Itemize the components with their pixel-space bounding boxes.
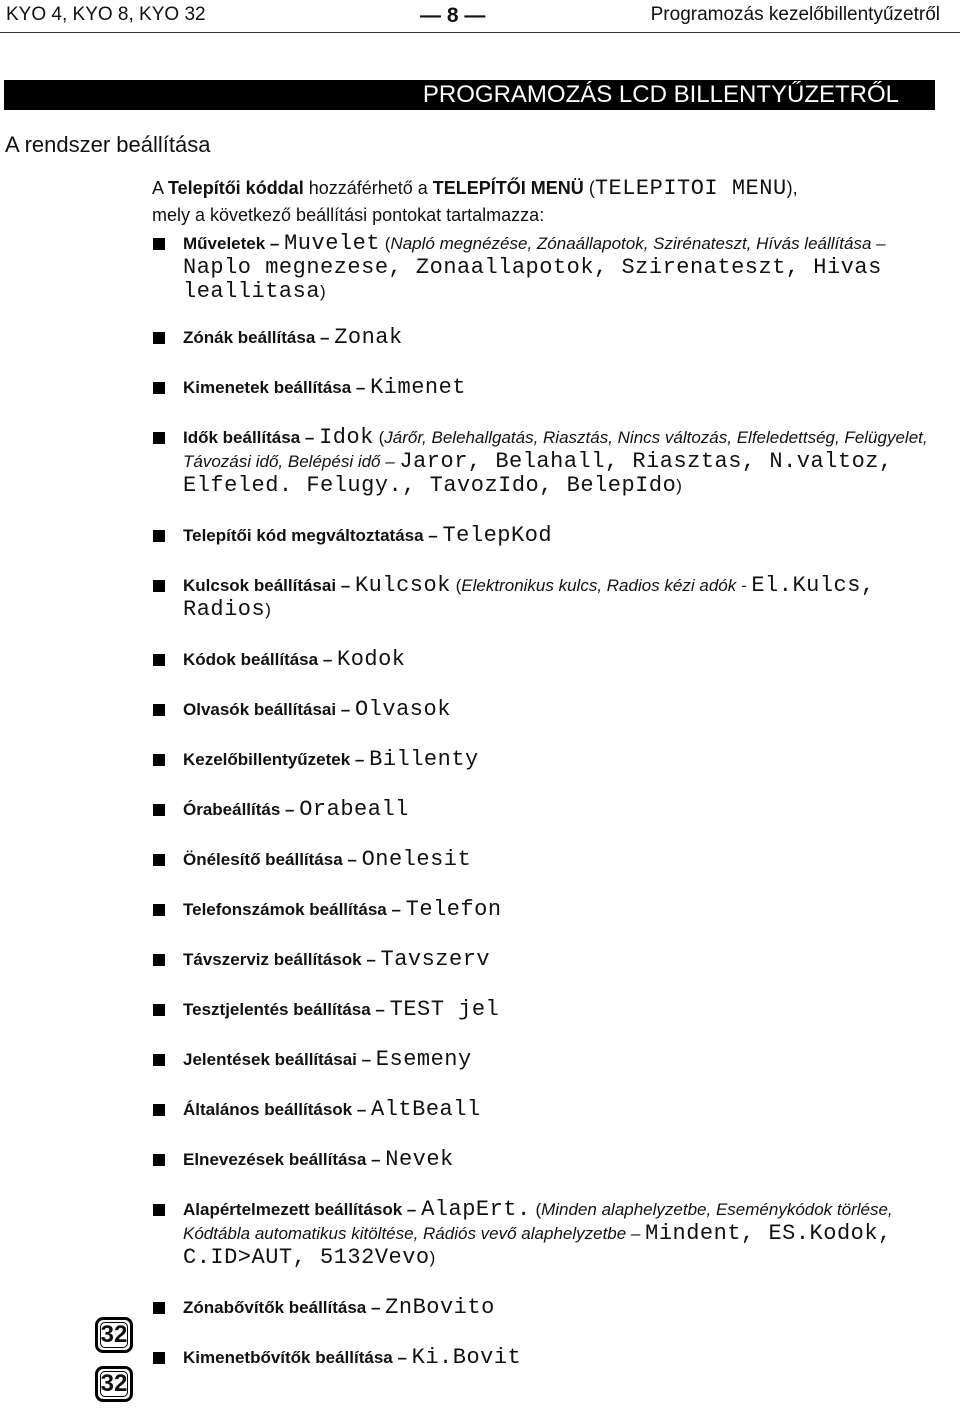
item-name: Kulcsok beállításai – [183, 576, 355, 595]
menu-item [153, 1346, 958, 1370]
intro-text: A [152, 178, 169, 198]
menu-item [153, 376, 958, 400]
menu-item [153, 1048, 958, 1072]
item-lcd-label: Muvelet [284, 231, 381, 256]
menu-item [153, 748, 958, 772]
intro-lcd-text: TELEPITOI MENU [594, 176, 787, 201]
item-lcd-options: Jaror, Belahall, Riasztas, N.valtoz, Elfeled. Felugy., TavozIdo, BelepIdo [183, 449, 893, 498]
item-lcd-label: TelepKod [442, 523, 553, 548]
intro-text: ( [583, 178, 595, 198]
item-name: Idők beállítása – [183, 428, 320, 447]
item-text: ) [265, 600, 271, 619]
menu-item [153, 574, 958, 622]
chapter-banner: PROGRAMOZÁS LCD BILLENTYŰZETRŐL [4, 80, 935, 110]
item-lcd-label: ZnBovito [385, 1295, 495, 1320]
item-name: Kezelőbillentyűzetek – [183, 750, 370, 769]
header-right: Programozás kezelőbillentyűzetről [650, 4, 940, 25]
item-name: Távszerviz beállítások – [183, 950, 381, 969]
item-lcd-label: Onelesit [361, 847, 472, 872]
menu-item [153, 1148, 958, 1172]
item-name: Önélesítő beállítása – [183, 850, 362, 869]
item-description: Elektronikus kulcs, Radios kézi adók - [461, 576, 752, 595]
item-lcd-options: El.Kulcs, Radios [183, 573, 875, 622]
item-lcd-label: Kulcsok [354, 573, 451, 598]
item-name: Elnevezések beállítása – [183, 1150, 386, 1169]
item-text: ( [450, 576, 462, 595]
item-name: Kimenetek beállítása – [183, 378, 371, 397]
item-text: ( [373, 428, 385, 447]
item-lcd-label: AltBeall [371, 1097, 481, 1122]
item-lcd-options: Mindent, ES.Kodok, C.ID>AUT, 5132Vevo [183, 1221, 892, 1270]
intro-paragraph [152, 175, 952, 228]
item-lcd-label: Olvasok [354, 697, 451, 722]
menu-item [153, 798, 958, 822]
menu-item [153, 648, 958, 672]
menu-item [153, 998, 958, 1022]
menu-item [153, 898, 958, 922]
item-text: ) [676, 476, 682, 495]
item-name: Telepítői kód megváltoztatása – [183, 526, 443, 545]
item-lcd-label: Kimenet [370, 375, 467, 400]
item-lcd-label: Idok [319, 425, 374, 450]
menu-item-list [153, 232, 958, 1370]
item-lcd-label: Kodok [337, 647, 406, 672]
menu-item [153, 848, 958, 872]
section-title: A rendszer beállítása [5, 132, 211, 157]
item-lcd-label: TEST jel [389, 997, 500, 1022]
item-lcd-label: Nevek [385, 1147, 454, 1172]
header-divider [0, 32, 960, 33]
menu-item [153, 1296, 958, 1320]
item-description: Járőr, Belehallgatás, Riasztás, Nincs változás, Elfeledettség, Felügyelet, Távozási idő, Belépési idő – [183, 428, 928, 471]
item-lcd-label: Ki.Bovit [411, 1345, 522, 1370]
intro-bold: TELEPÍTŐI MENÜ [432, 178, 584, 198]
item-description: Minden alaphelyzetbe, Eseménykódok törlése, Kódtábla automatikus kitöltése, Rádiós vevő alaphelyzetbe – [183, 1200, 893, 1243]
item-lcd-label: Zonak [334, 325, 403, 350]
item-lcd-label: AlapErt. [421, 1197, 531, 1222]
item-lcd-label: Billenty [369, 747, 479, 772]
item-text: ( [530, 1200, 542, 1219]
item-name: Műveletek – [183, 234, 285, 253]
item-name: Jelentések beállításai – [183, 1050, 376, 1069]
item-description: Napló megnézése, Zónaállapotok, Szirénateszt, Hívás leállítása – [390, 234, 886, 253]
item-lcd-label: Telefon [405, 897, 502, 922]
menu-item [153, 1198, 958, 1270]
kyo32-badge: 32 [95, 1317, 133, 1353]
item-name: Kódok beállítása – [183, 650, 337, 669]
item-name: Alapértelmezett beállítások – [183, 1200, 422, 1219]
page-header [0, 0, 960, 34]
item-text: ) [429, 1248, 436, 1267]
intro-text: mely a következő beállítási pontokat tartalmazza: [152, 205, 545, 225]
item-name: Telefonszámok beállítása – [183, 900, 406, 919]
item-text: ) [320, 282, 326, 301]
kyo32-badge: 32 [95, 1366, 133, 1402]
item-lcd-options: Naplo megnezese, Zonaallapotok, Szirenateszt, Hivas leallitasa [183, 255, 882, 304]
item-name: Tesztjelentés beállítása – [183, 1000, 390, 1019]
menu-item [153, 426, 958, 498]
item-name: Olvasók beállításai – [183, 700, 355, 719]
item-text: ( [380, 234, 391, 253]
menu-item [153, 232, 958, 304]
item-name: Kimenetbővítők beállítása – [183, 1348, 412, 1367]
menu-item [153, 524, 958, 548]
item-name: Zónabővítők beállítása – [183, 1298, 386, 1317]
intro-bold: Telepítői kóddal [168, 178, 304, 198]
item-name: Általános beállítások – [183, 1100, 372, 1119]
intro-text: hozzáférhető a [303, 178, 433, 198]
intro-text: ), [786, 178, 798, 198]
menu-item [153, 948, 958, 972]
item-lcd-label: Tavszerv [380, 947, 491, 972]
item-name: Órabeállítás – [183, 800, 300, 819]
header-left: KYO 4, KYO 8, KYO 32 [6, 4, 206, 25]
item-name: Zónák beállítása – [183, 328, 335, 347]
menu-item [153, 326, 958, 350]
menu-item [153, 1098, 958, 1122]
page-number: — 8 — [420, 4, 486, 27]
item-lcd-label: Orabeall [299, 797, 409, 822]
item-lcd-label: Esemeny [375, 1047, 472, 1072]
menu-item [153, 698, 958, 722]
